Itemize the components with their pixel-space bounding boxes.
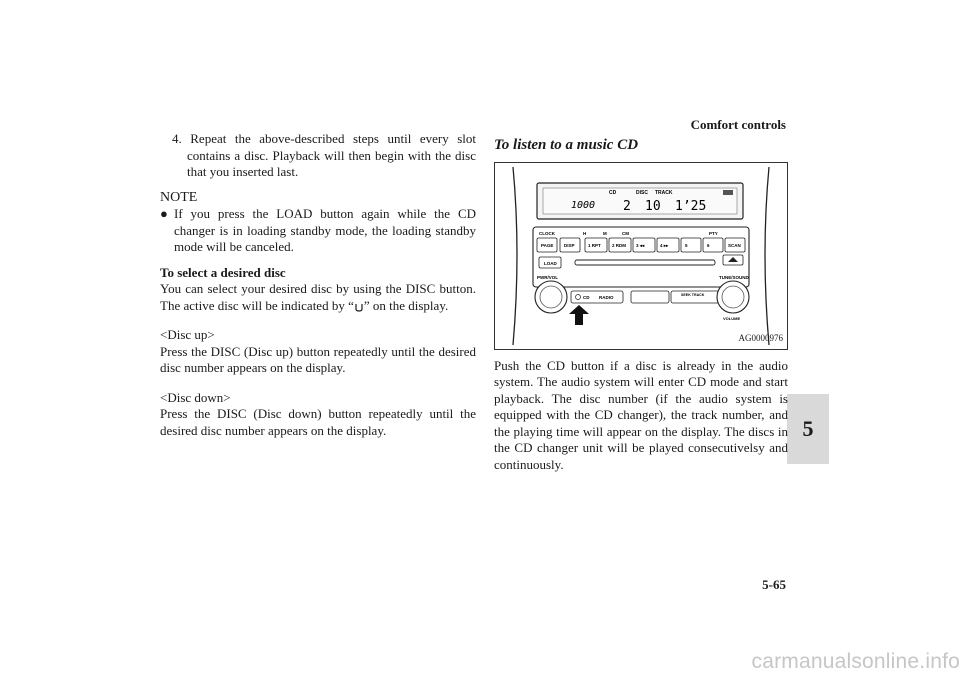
tune-sound-label: TUNE/SOUND (719, 274, 749, 280)
scan-button-label: SCAN (728, 242, 741, 248)
disc-down-text: Press the DISC (Disc down) button repeatedly until the desired disc number appears on the display. (160, 406, 476, 438)
page-number: 5-65 (762, 577, 786, 592)
load-button-label: LOAD (544, 260, 557, 266)
preset-5-label: 5 (685, 242, 688, 248)
display-time: 1’25 (675, 198, 707, 214)
disc-down-title: <Disc down> (160, 389, 231, 405)
hour-label: H (583, 230, 587, 236)
display-track-label: TRACK (655, 189, 673, 196)
step-4-text: Repeat the above-described steps until every slot contains a disc. Playback will then begin with the disc that you inserted last. (187, 131, 476, 179)
preset-1-label: 1 RPT (588, 242, 601, 248)
audio-unit-figure (494, 162, 788, 350)
display-disc-label: DISC (636, 189, 648, 196)
page-button-label: PAGE (541, 242, 554, 248)
step-4 (160, 131, 476, 181)
cd-button-label: CD (583, 294, 590, 300)
cd-slot (575, 260, 715, 265)
display-disc-number: 2 (623, 198, 631, 214)
note-text: If you press the LOAD button again while the CD changer is in loading standby mode, the loading standby mode will be canceled. (174, 206, 476, 254)
select-disc-text (160, 281, 476, 314)
preset-2-label: 2 RDM (612, 242, 627, 248)
disc-up-title: <Disc up> (160, 327, 215, 342)
preset-5-button[interactable] (681, 238, 701, 252)
disc-up-text: Press the DISC (Disc up) button repeatedly until the desired disc number appears on the display. (160, 343, 476, 375)
display-indicator-icon (723, 190, 733, 195)
page-header-title: Comfort controls (690, 117, 786, 132)
disp-button-label: DISP (564, 242, 575, 248)
select-disc-title: To select a desired disc (160, 264, 286, 280)
preset-6-label: 6 (707, 242, 710, 248)
watermark: carmanualsonline.info (751, 650, 960, 673)
pwr-vol-label: PWR/VOL (537, 274, 558, 280)
note-label: NOTE (160, 189, 198, 205)
select-disc-text-part2: ” on the display. (363, 297, 449, 313)
clock-label: CLOCK (539, 230, 555, 236)
volume-label: VOLUME (723, 315, 741, 321)
cm-label: CM (622, 230, 629, 236)
display-track-number: 10 (645, 198, 661, 214)
preset-4-label: 4 ▸▸ (660, 242, 669, 248)
listen-paragraph: Push the CD button if a disc is already in the audio system. The audio system will enter CD mode and start playback. The disc number (if the audio system is equipped with the CD changer), the track number, and the playing time will appear on the display. The discs in the CD changer unit will be played consecutivelsy and continuously. (494, 357, 788, 472)
section-title: To listen to a music CD (494, 137, 639, 153)
step-4-number: 4. (172, 131, 191, 146)
display-cd-label: CD (609, 189, 617, 196)
preset-3-label: 3 ◂◂ (636, 242, 645, 248)
chapter-tab: 5 (787, 394, 829, 464)
audio-unit-illustration (495, 163, 787, 349)
seek-track-label: SEEK TRACK (681, 292, 705, 297)
preset-6-button[interactable] (703, 238, 723, 252)
select-disc-text-part1: You can select your desired disc by using the DISC button. The active disc will be indicated by “ (160, 281, 476, 313)
radio-button-label: RADIO (599, 294, 614, 300)
minute-label: M (603, 230, 607, 236)
blank-button[interactable] (631, 291, 669, 303)
figure-code: AG0000976 (738, 333, 783, 343)
left-column (160, 131, 476, 439)
bullet-icon: ● (160, 206, 168, 221)
pointer-arrow-icon (569, 305, 589, 325)
active-disc-indicator-icon (354, 302, 364, 312)
display-freq: 1000 (571, 199, 596, 211)
right-column (494, 131, 788, 473)
note-bullet-item (160, 206, 476, 256)
pty-label: PTY (709, 230, 718, 236)
